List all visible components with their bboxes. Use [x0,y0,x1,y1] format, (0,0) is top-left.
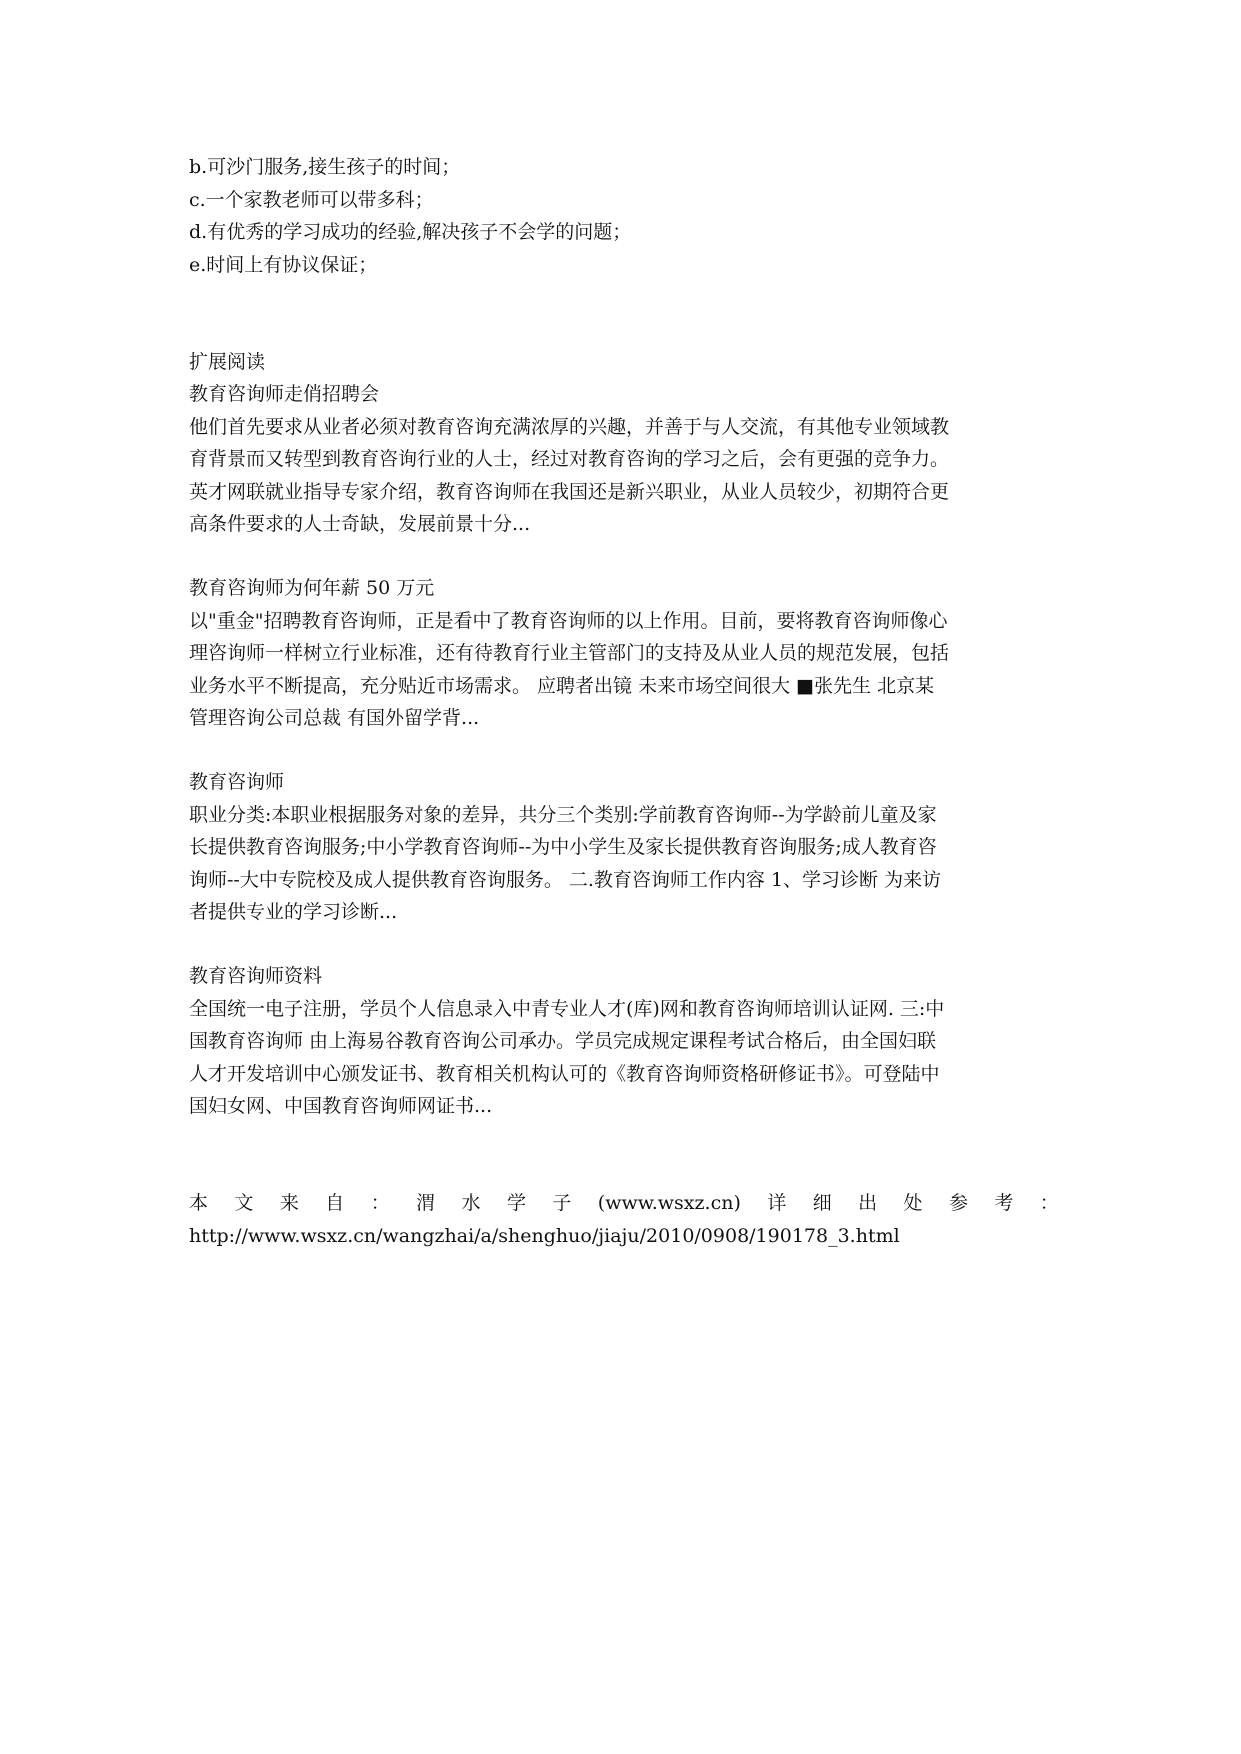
list-item: d.有优秀的学习成功的经验,解决孩子不会学的问题； [189,221,632,244]
service-list [189,151,1059,282]
source-token: 子 [552,1192,572,1214]
list-item: b.可沙门服务,接生孩子的时间； [189,156,461,178]
source-token: 本 [189,1192,209,1214]
source-token: 细 [812,1192,832,1214]
article-title: 教育咨询师为何年薪 50 万元 [189,577,435,599]
article-line: 以"重金"招聘教育咨询师，正是看中了教育咨询师的以上作用。目前，要将教育咨询师像心 [189,609,948,632]
article-line: 高条件要求的人士奇缺，发展前景十分... [189,513,531,536]
source-token: 详 [767,1192,787,1214]
source-site[interactable]: (www.wsxz.cn) [597,1192,741,1214]
source-note [189,1187,1059,1252]
article-line: 者提供专业的学习诊断... [189,901,398,924]
article-line: 理咨询师一样树立行业标准，还有待教育行业主管部门的支持及从业人员的规范发展，包括 [189,642,950,665]
source-token: 渭 [416,1192,436,1214]
article-line: 国妇女网、中国教育咨询师网证书... [189,1095,493,1118]
source-token: 参 [948,1192,968,1214]
article-line: 他们首先要求从业者必须对教育咨询充满浓厚的兴趣，并善于与人交流，有其他专业领域教 [189,415,950,438]
article-title: 教育咨询师 [189,771,285,793]
source-token: 考 [994,1192,1014,1214]
article-line: 育背景而又转型到教育咨询行业的人士，经过对教育咨询的学习之后，会有更强的竞争力。 [189,448,950,471]
article-line: 全国统一电子注册，学员个人信息录入中青专业人才(库)网和教育咨询师培训认证网. 三:中 [189,997,945,1020]
source-token: 学 [506,1192,526,1214]
article-2 [189,572,1059,735]
source-token: ： [1039,1192,1059,1214]
article-3 [189,766,1059,929]
article-4 [189,960,1059,1123]
source-token: 来 [279,1192,299,1214]
article-line: 人才开发培训中心颁发证书、教育相关机构认可的《教育咨询师资格研修证书》。可登陆中 [189,1062,940,1085]
extended-reading-title: 扩展阅读 [189,351,266,373]
article-title: 教育咨询师资料 [189,965,323,987]
article-1 [189,378,1059,541]
extended-reading-heading [189,346,1059,379]
article-line: 管理咨询公司总裁 有国外留学背... [189,707,480,730]
article-title: 教育咨询师走俏招聘会 [189,383,380,405]
source-token: 处 [903,1192,923,1214]
source-url[interactable]: http://www.wsxz.cn/wangzhai/a/shenghuo/jiaju/2010/0908/190178_3.html [189,1224,900,1247]
article-line: 长提供教育咨询服务;中小学教育咨询师--为中小学生及家长提供教育咨询服务;成人教育咨 [189,836,937,859]
article-line: 询师--大中专院校及成人提供教育咨询服务。 二.教育咨询师工作内容 1、学习诊断 为来访 [189,868,942,891]
article-line: 国教育咨询师 由上海易谷教育咨询公司承办。学员完成规定课程考试合格后，由全国妇联 [189,1030,937,1053]
list-item: c.一个家教老师可以带多科； [189,188,434,211]
source-token: 自 [325,1192,345,1214]
source-attribution [189,1187,1059,1220]
source-token: 文 [234,1192,254,1214]
article-line: 业务水平不断提高，充分贴近市场需求。 应聘者出镜 未来市场空间很大 ■张先生 北京某 [189,674,935,697]
article-line: 职业分类:本职业根据服务对象的差异，共分三个类别:学前教育咨询师--为学龄前儿童及家 [189,803,937,826]
source-token: 出 [858,1192,878,1214]
source-token: 水 [461,1192,481,1214]
source-token: ： [370,1192,390,1214]
list-item: e.时间上有协议保证； [189,254,378,277]
article-line: 英才网联就业指导专家介绍，教育咨询师在我国还是新兴职业，从业人员较少，初期符合更 [189,480,950,503]
